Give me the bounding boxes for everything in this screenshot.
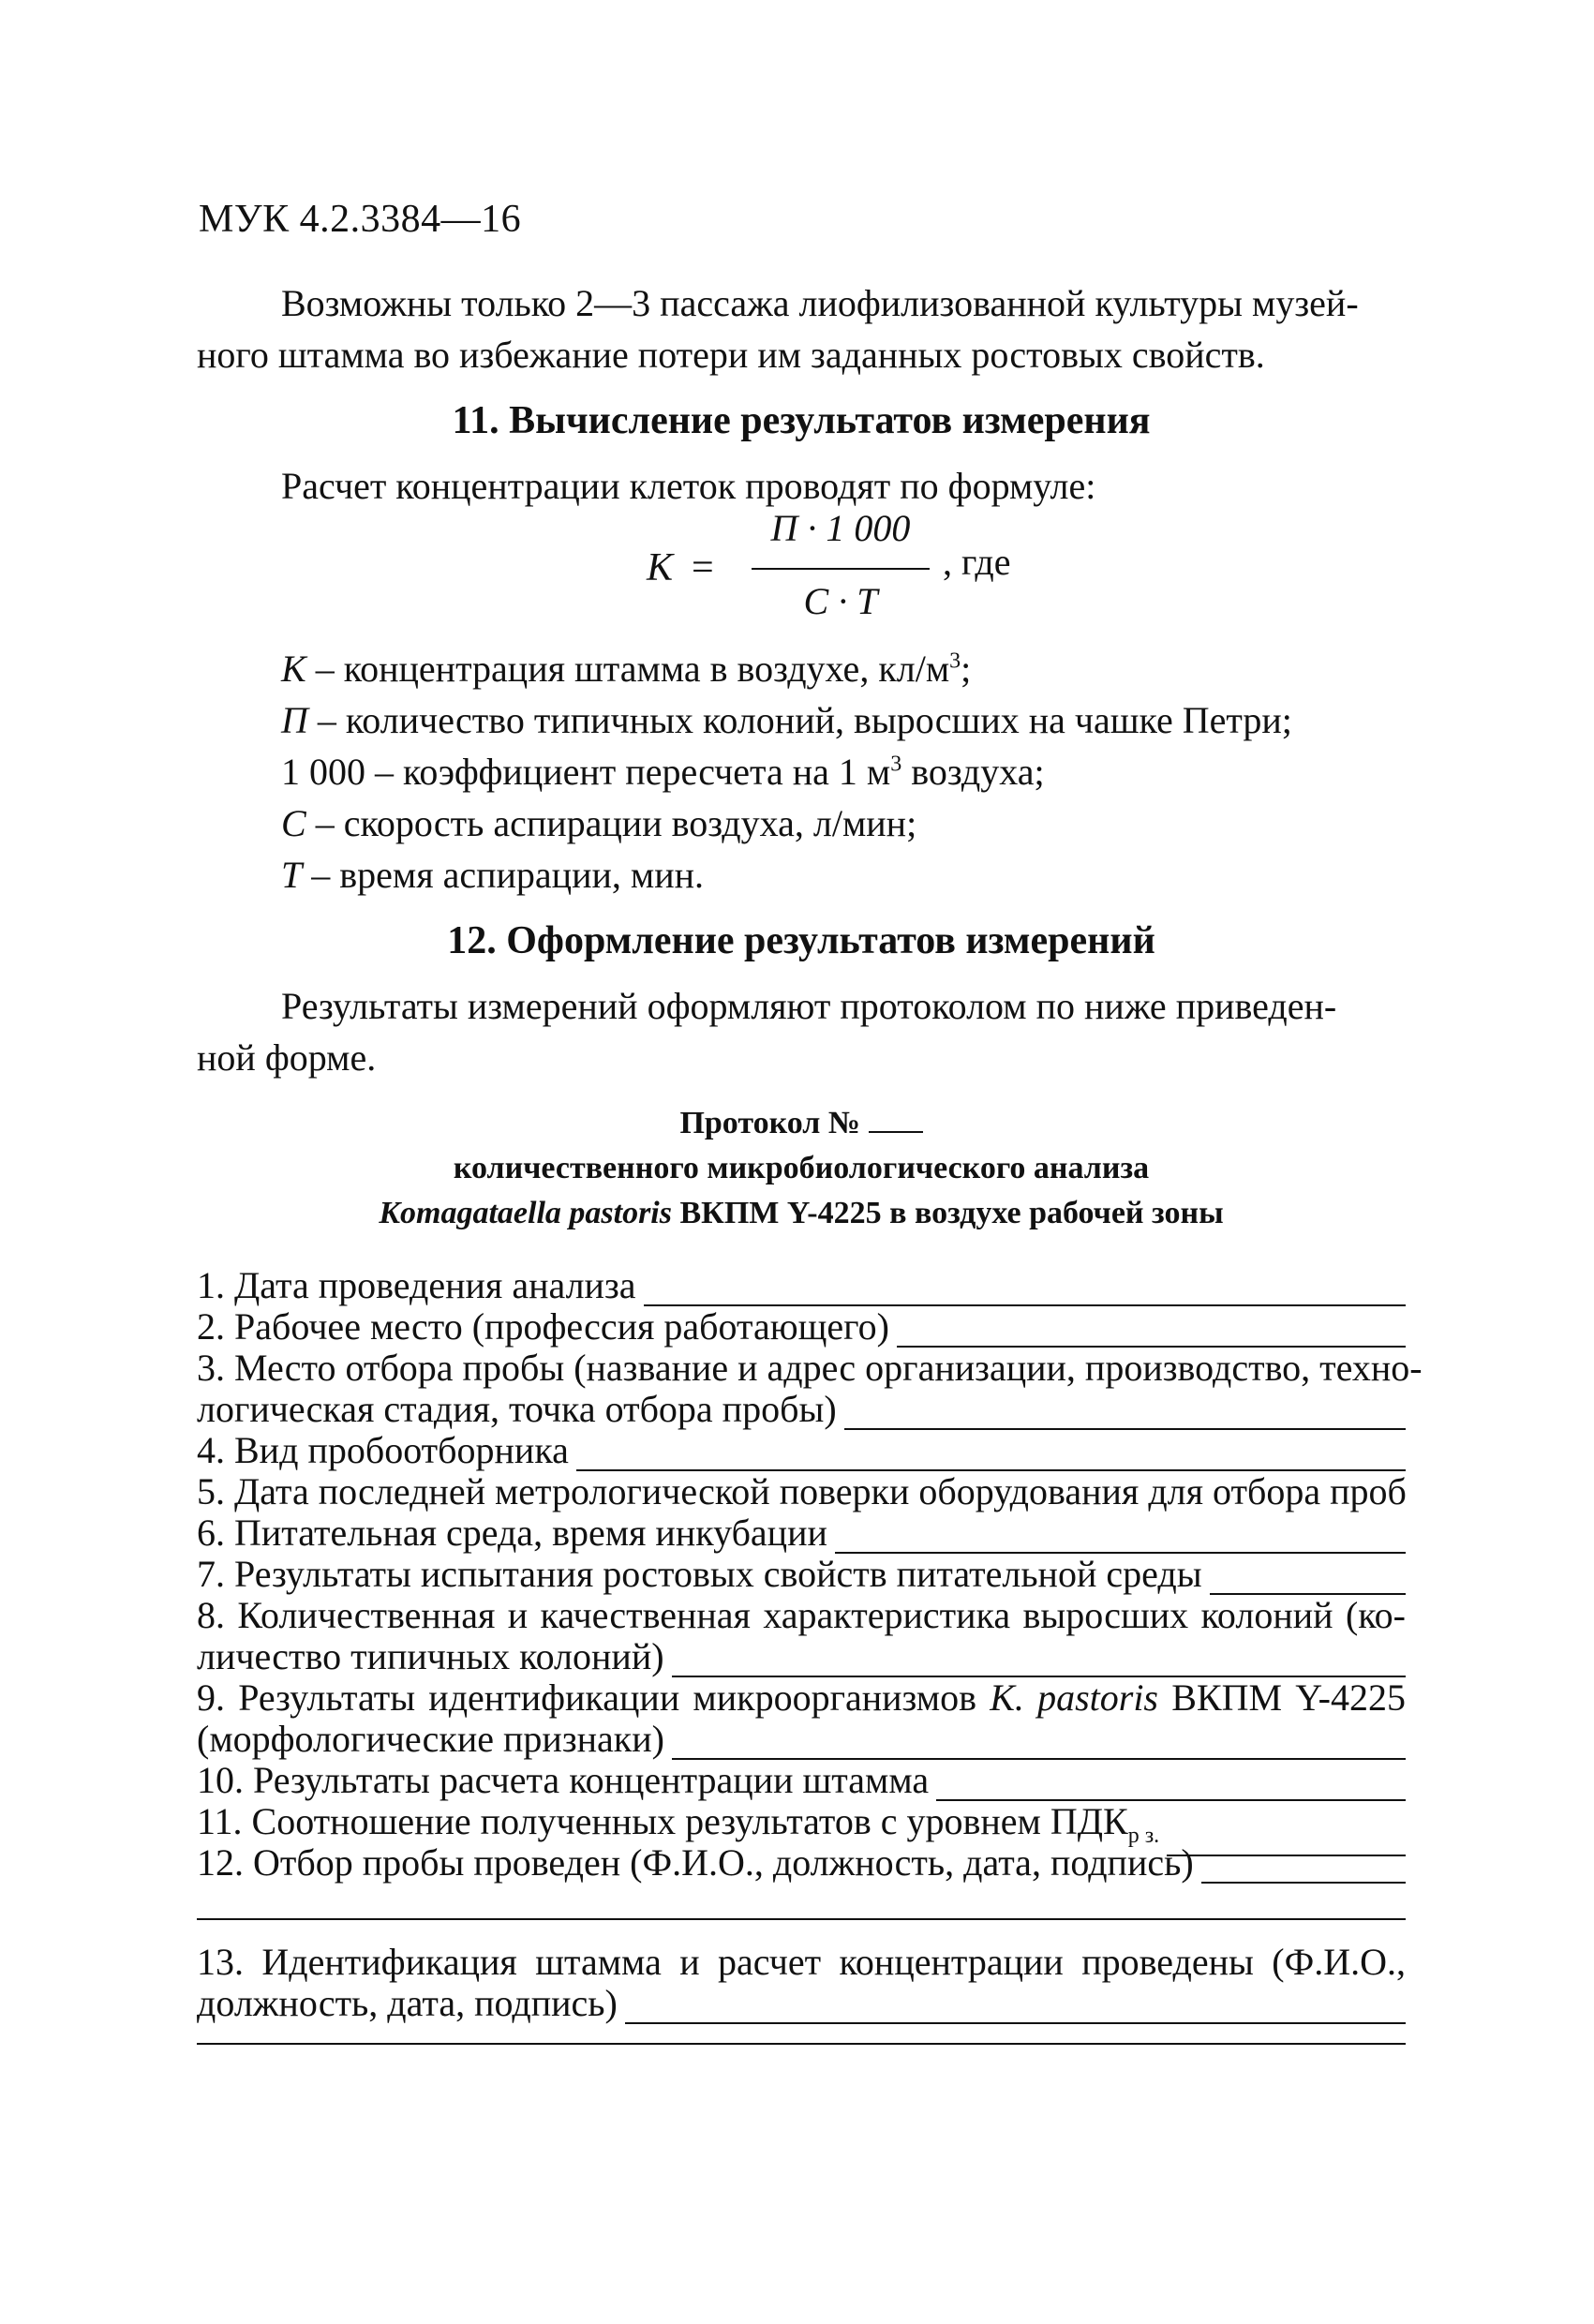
protocol-item-13: 13. Идентификация штамма и расчет концентрации проведены (Ф.И.О., должность, дата, подпись) [197,1941,1406,2024]
field-line[interactable] [672,1646,1406,1677]
protocol-item-10: 10. Результаты расчета концентрации штамма [197,1760,1406,1801]
protocol-title: Протокол № [197,1106,1406,1141]
concentration-formula [647,506,1040,637]
protocol-item-11: 11. Соотношение полученных результатов с уровнем $ПДК_{р з.}$ [197,1801,1406,1856]
field-line[interactable] [625,1992,1406,2024]
def-1000: 1 000 – коэффициент пересчета на 1 $м^3$ воздуха; [281,751,1045,793]
field-line[interactable] [576,1439,1406,1471]
document-code: МУК 4.2.3384—16 [199,198,522,241]
protocol-item-6: 6. Питательная среда, время инкубации [197,1512,1406,1554]
intro-line-2: ного штамма во избежание потери им заданных ростовых свойств. [197,334,1265,376]
formula-lhs: K [647,546,674,589]
protocol-item-4: 4. Вид пробоотборника [197,1430,1406,1471]
protocol-item-7: 7. Результаты испытания ростовых свойств питательной среды [197,1554,1406,1595]
formula-numerator: П · 1 000 [770,507,911,549]
field-line[interactable] [835,1522,1406,1554]
def-c: C – скорость аспирации воздуха, л/мин; [281,802,917,844]
field-line[interactable] [644,1274,1406,1306]
formula-denominator: C · T [803,580,878,622]
def-k: K – концентрация штамма в воздухе, $кл/м^3$; [281,648,972,690]
protocol-item-12: 12. Отбор пробы проведен (Ф.И.О., должность, дата, подпись) [197,1842,1406,1884]
formula-equals: = [692,546,714,589]
protocol-subtitle: количественного микробиологического анализа [453,1151,1150,1185]
field-line[interactable] [897,1316,1406,1348]
section-11-title: 11. Вычисление результатов измерения [452,399,1151,442]
section-12-line-2: ной форме. [197,1036,377,1079]
protocol-item-5: 5. Дата последней метрологической поверки оборудования для отбора проб [197,1470,1407,1512]
def-t: T – время аспирации, мин. [281,854,705,896]
field-line[interactable] [844,1398,1406,1430]
protocol-item-1: 1. Дата проведения анализа [197,1265,1406,1306]
signature-line[interactable] [197,2043,1406,2045]
protocol-species-line: Komagataella pastoris ВКПМ Y-4225 в воздухе рабочей зоны [379,1196,1224,1230]
def-p: П – количество типичных колоний, выросших на чашке Петри; [281,699,1292,741]
section-12-line-1: Результаты измерений оформляют протоколом по ниже приведен- [281,985,1337,1027]
field-line[interactable] [936,1769,1406,1801]
field-line[interactable] [1210,1563,1406,1595]
formula-where: , где [943,541,1011,583]
protocol-number-blank [869,1131,923,1133]
formula-lead: Расчет концентрации клеток проводят по формуле: [281,465,1096,507]
protocol-item-8: 8. Количественная и качественная характеристика выросших колоний (ко- личество типичных колоний) [197,1594,1406,1677]
formula-fraction-bar [752,568,930,570]
section-12-title: 12. Оформление результатов измерений [447,919,1155,962]
intro-line-1: Возможны только 2—3 пассажа лиофилизованной культуры музей- [281,282,1359,324]
signature-line[interactable] [197,1918,1406,1920]
protocol-item-2: 2. Рабочее место (профессия работающего) [197,1306,1406,1348]
field-line[interactable] [672,1728,1406,1760]
protocol-item-3: 3. Место отбора пробы (название и адрес организации, производство, техно- логическая стадия, точка отбора пробы) [197,1347,1423,1430]
protocol-item-9: 9. Результаты идентификации микроорганизмов K. pastoris ВКПМ Y-4225 (морфологические признаки) [197,1676,1406,1760]
field-line[interactable] [1201,1852,1406,1884]
